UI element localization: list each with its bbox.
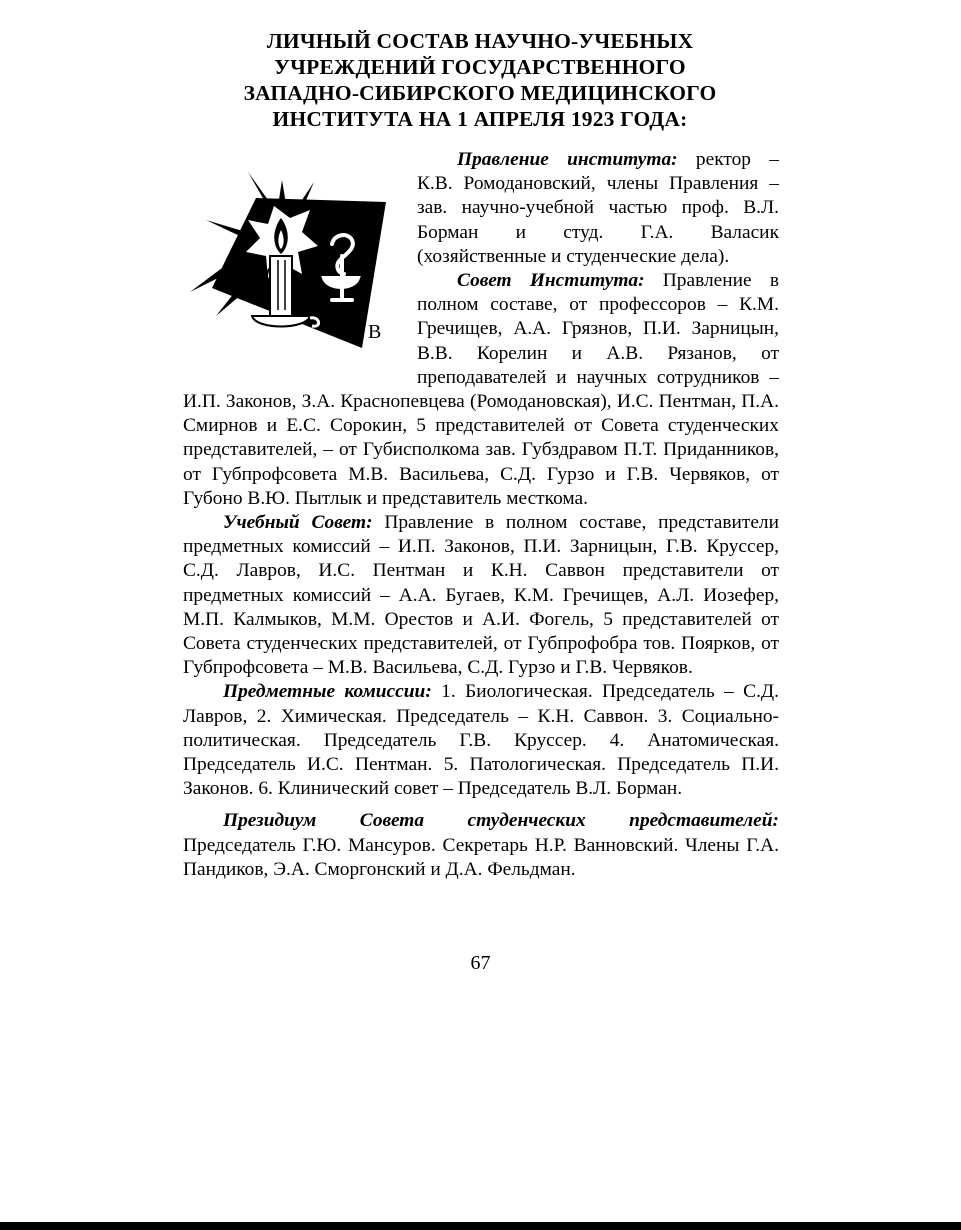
artist-monogram: В <box>368 321 382 343</box>
section-text: 1. Биологическая. Председатель – С.Д. Лавров, 2. Химическая. Председатель – К.Н. Саввон. 3. Социально-политическая. Председатель Г.В. Круссер. 4. Анатомическая. Председатель И.С. Пентман. 5. Патологическая. Председатель П.И. Законов. 6. Клинический совет – Председатель В.Л. Борман. <box>183 681 780 800</box>
section-label: Президиум Совета студенческих представителей: <box>223 810 779 832</box>
page-title <box>200 28 760 132</box>
section-text: Правление в полном составе, от профессоров – К.М. Гречищев, А.А. Грязнов, П.И. Зарницын, В.В. Корелин и А.В. Рязанов, от преподавателей и научных сотрудников – И.П. Законов, З.А. Краснопевцева (Ромодановская), И.С. Пентман, П.А. Смирнов и Е.С. Сорокин, 5 представителей от Совета студенческих представителей, – от Губисполкома зав. Губздравом П.Т. Приданников, от Губпрофсовета М.В. Васильева, С.Д. Гурзо и Г.В. Червяков, от Губоно В.Ю. Пытлык и представитель месткома. <box>183 270 780 509</box>
title-line: ИНСТИТУТА НА 1 АПРЕЛЯ 1923 ГОДА: <box>272 107 688 131</box>
section-student-presidium <box>183 809 779 882</box>
document-body <box>183 148 779 882</box>
bottom-edge-rule <box>0 1222 961 1230</box>
section-label: Совет Института: <box>457 270 645 292</box>
title-line: УЧРЕЖДЕНИЙ ГОСУДАРСТВЕННОГО <box>274 55 686 79</box>
section-text: Председатель Г.Ю. Мансуров. Секретарь Н.Р. Ванновский. Члены Г.А. Пандиков, Э.А. Сморгонский и Д.А. Фельдман. <box>183 834 779 880</box>
section-text: ректор – К.В. Ромодановский, члены Правления – зав. научно-учебной частью проф. В.Л. Борман и студ. Г.А. Валасик (хозяйственные и студенческие дела). <box>417 149 779 267</box>
section-subject-commissions <box>183 680 779 801</box>
section-academic-council <box>183 511 779 680</box>
title-line: ЗАПАДНО-СИБИРСКОГО МЕДИЦИНСКОГО <box>243 81 717 105</box>
page-number: 67 <box>470 952 491 974</box>
title-line: ЛИЧНЫЙ СОСТАВ НАУЧНО-УЧЕБНЫХ <box>266 29 694 53</box>
section-label: Предметные комиссии: <box>223 681 432 703</box>
illustration-wrap-space <box>183 148 417 378</box>
section-label: Учебный Совет: <box>223 512 373 534</box>
section-text: Правление в полном составе, представители предметных комиссий – И.П. Законов, П.И. Зарницын, Г.В. Круссер, С.Д. Лавров, И.С. Пентман и К.Н. Саввон представители от предметных комиссий – А.А. Бугаев, К.М. Гречищев, А.Л. Иозефер, М.П. Калмыков, М.М. Орестов и А.И. Фогель, 5 представителей от Совета студенческих представителей, от Губпрофобра тов. Поярков, от Губпрофсовета – М.В. Васильева, С.Д. Гурзо и Г.В. Червяков. <box>183 512 779 679</box>
section-label: Правление института: <box>457 149 678 170</box>
